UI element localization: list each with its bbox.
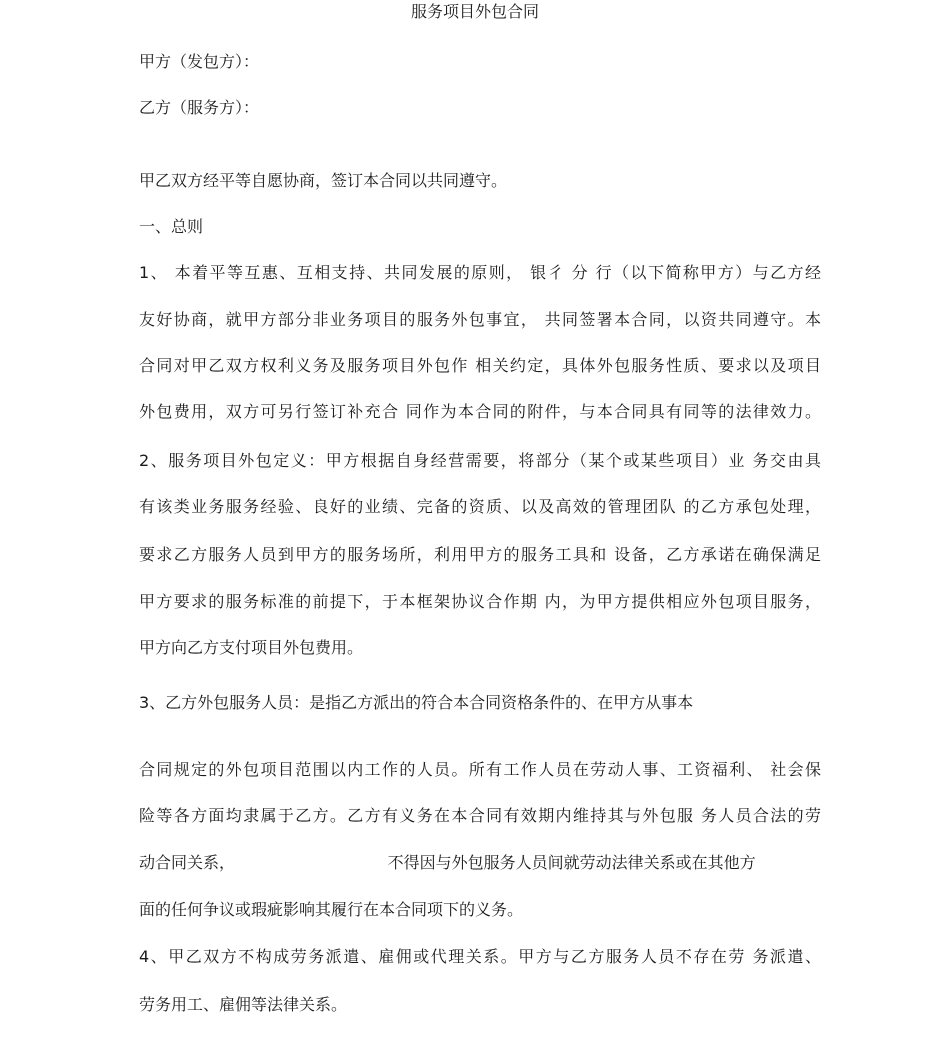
clause-2-line: 2、服务项目外包定义：甲方根据自身经营需要，将部分（某个或某些项目）业 务交由具 (139, 451, 821, 470)
clause-3-line: 险等各方面均隶属于乙方。乙方有义务在本合同有效期内维持其与外包服 务人员合法的劳 (139, 806, 821, 825)
clause-2-line: 甲方向乙方支付项目外包费用。 (139, 638, 364, 657)
clause-2-line: 甲方要求的服务标准的前提下，于本框架协议合作期 内，为甲方提供相应外包项目服务， (139, 592, 821, 611)
clause-1-line: 友好协商，就甲方部分非业务项目的服务外包事宜， 共同签署本合同，以资共同遵守。本 (139, 310, 821, 329)
clause-3-line: 合同规定的外包项目范围以内工作的人员。所有工作人员在劳动人事、工资福利、 社会保 (139, 760, 821, 779)
clause-1-line: 合同对甲乙双方权利义务及服务项目外包作 相关约定，具体外包服务性质、要求以及项目 (139, 356, 821, 375)
clause-2-line: 有该类业务服务经验、良好的业绩、完备的资质、以及高效的管理团队 的乙方承包处理， (139, 497, 821, 516)
clause-1-line: 外包费用，双方可另行签订补充合 同作为本合同的附件，与本合同具有同等的法律效力。 (139, 402, 821, 421)
intro-paragraph: 甲乙双方经平等自愿协商，签订本合同以共同遵守。 (139, 171, 508, 190)
party-a-label: 甲方（发包方）： (139, 52, 260, 71)
clause-3-line: 3、乙方外包服务人员：是指乙方派出的符合本合同资格条件的、在甲方从事本 (139, 693, 694, 712)
clause-2-line: 要求乙方服务人员到甲方的服务场所，利用甲方的服务工具和 设备，乙方承诺在确保满足 (139, 545, 821, 564)
section-heading: 一、总则 (139, 217, 204, 236)
clause-4-line: 劳务用工、雇佣等法律关系。 (139, 995, 348, 1014)
clause-3-line: 动合同关系， 不得因与外包服务人员间就劳动法律关系或在其他方 (139, 853, 756, 872)
party-b-label: 乙方（服务方）： (139, 98, 260, 117)
clause-1-line: 1、 本着平等互惠、互相支持、共同发展的原则， 银彳 分 行（以下简称甲方）与乙方经 (139, 263, 821, 282)
clause-3-line: 面的任何争议或瑕疵影响其履行在本合同项下的义务。 (139, 900, 524, 919)
clause-4-line: 4、甲乙双方不构成劳务派遣、雇佣或代理关系。甲方与乙方服务人员不存在劳 务派遣、 (139, 947, 821, 966)
document-title: 服务项目外包合同 (410, 2, 539, 21)
